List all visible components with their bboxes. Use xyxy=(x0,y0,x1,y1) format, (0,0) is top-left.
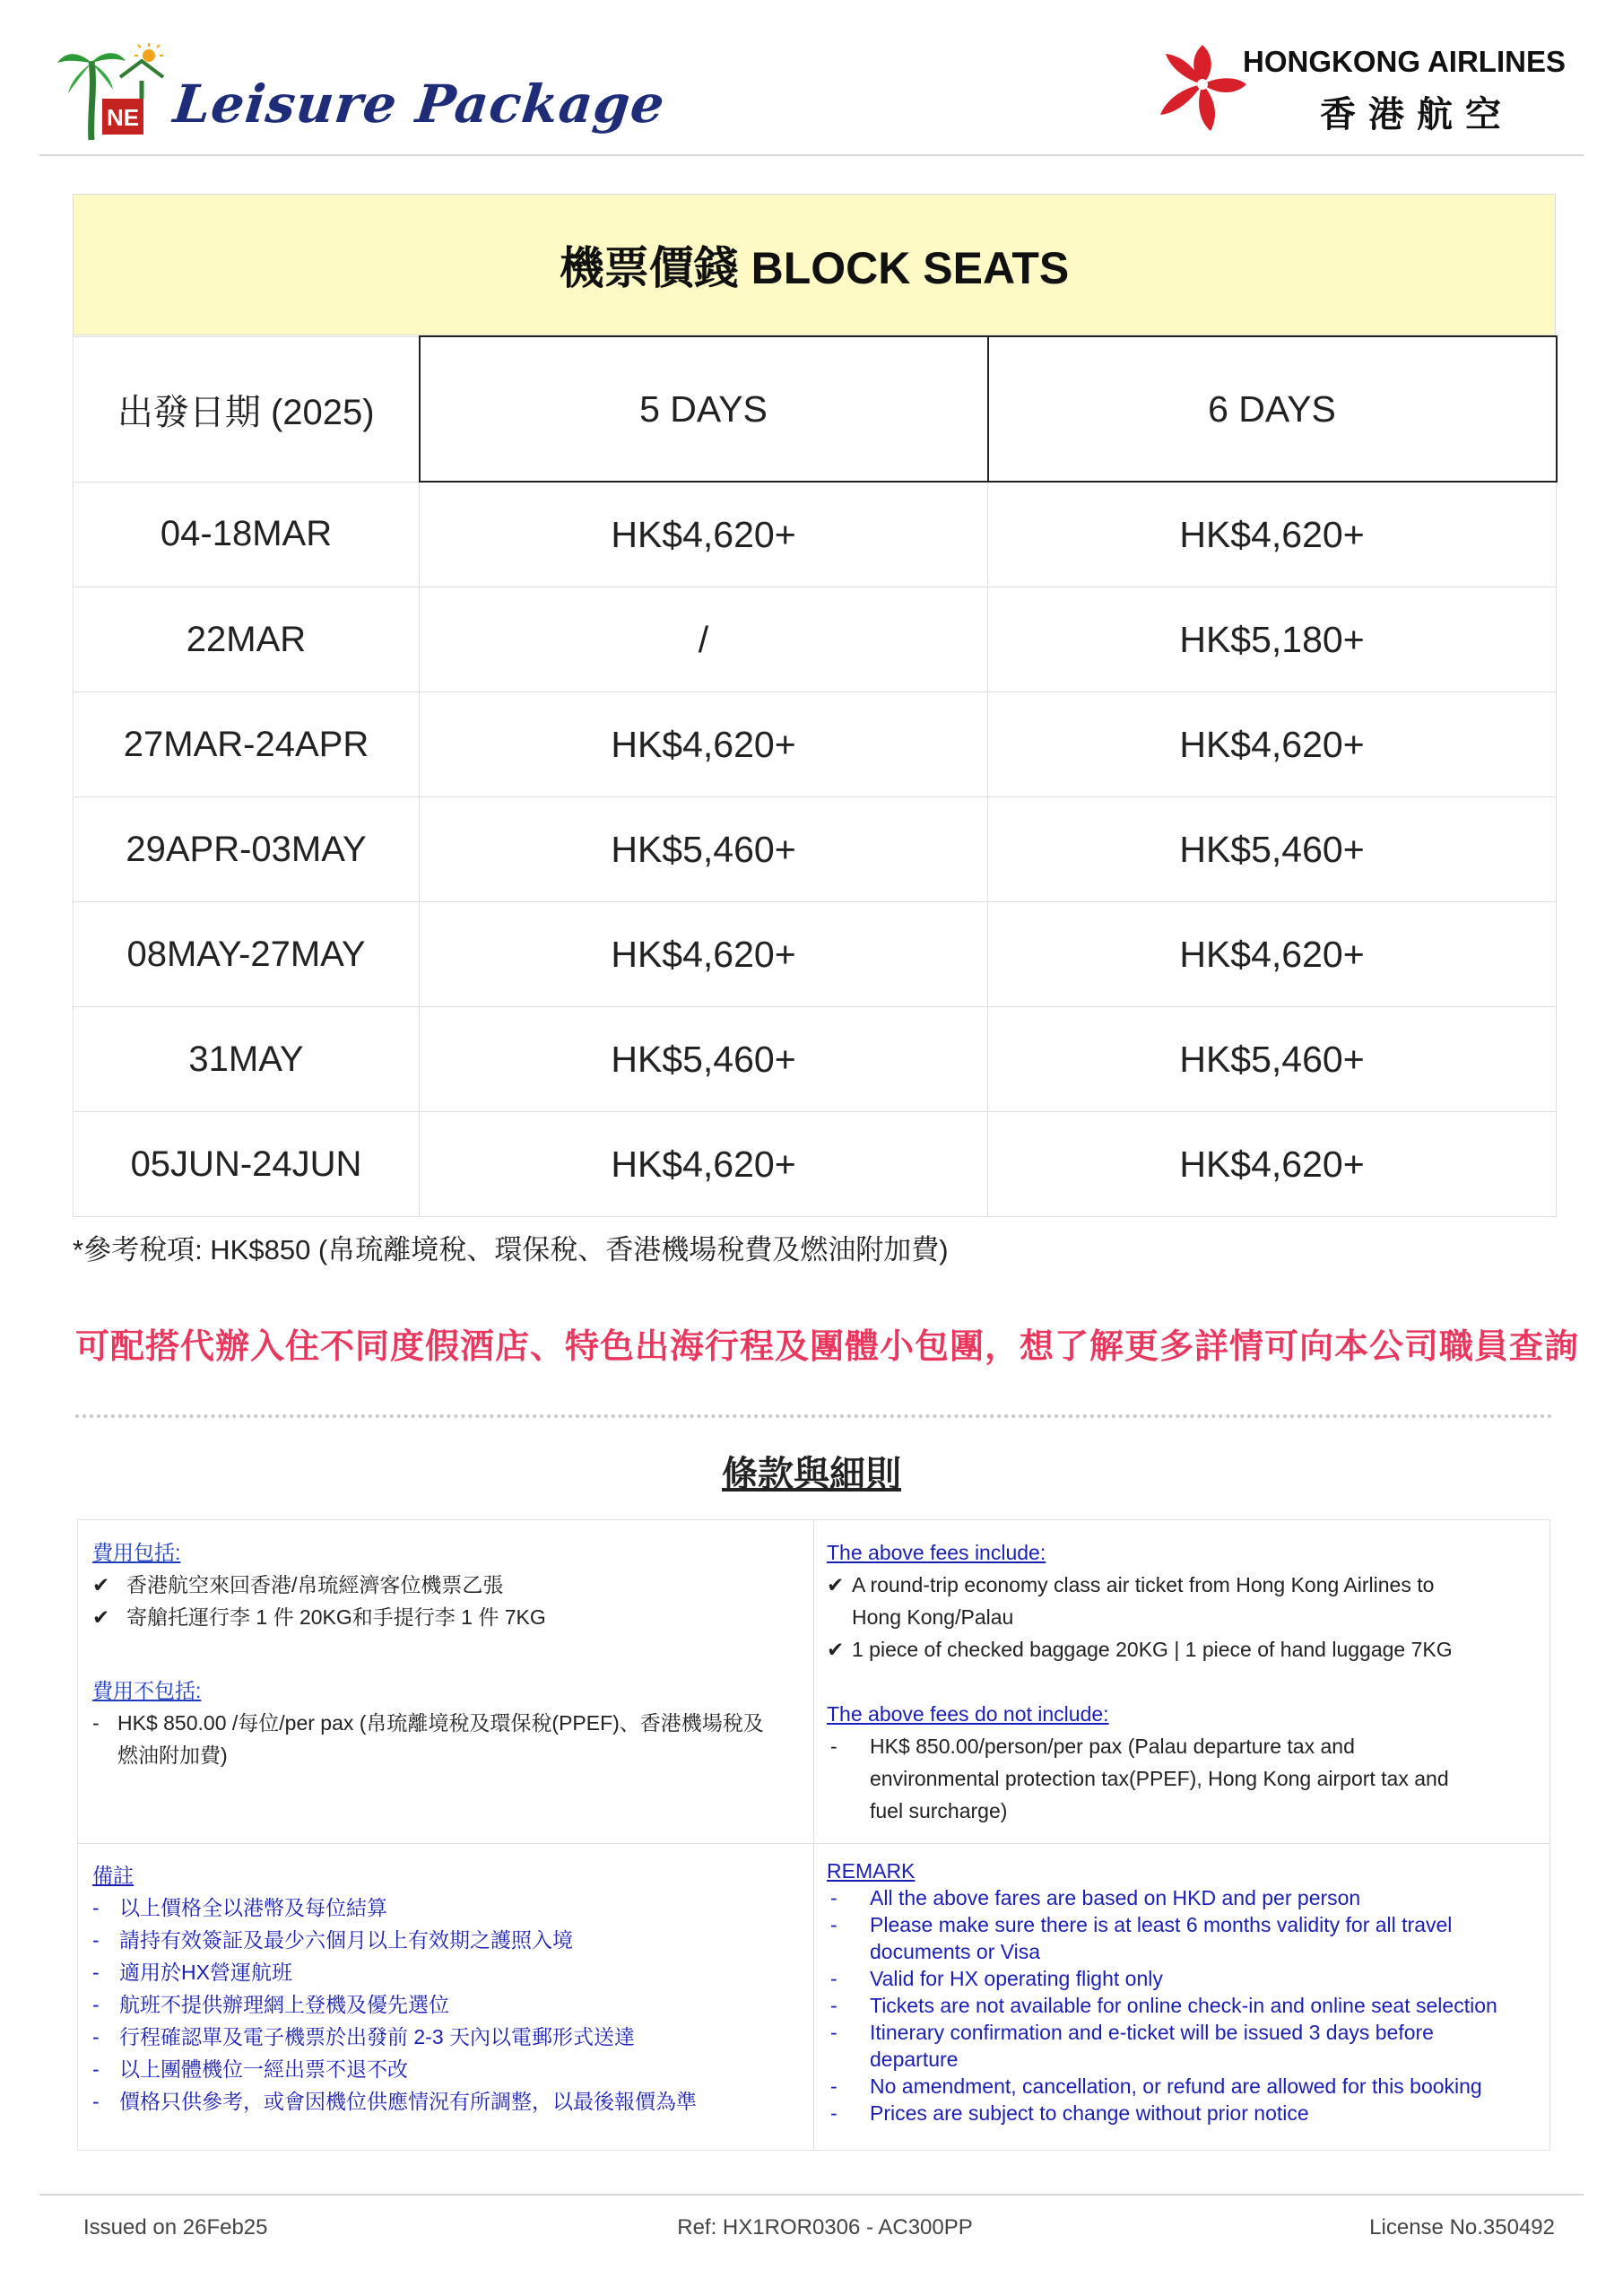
footer-ref: Ref: HX1ROR0306 - AC300PP xyxy=(677,2215,973,2239)
list-item: - Itinerary confirmation and e-ticket will be issued 3 days before departure xyxy=(830,2021,1434,2071)
terms-en-fees xyxy=(827,1536,1535,1827)
palm-tree-logo-icon xyxy=(56,43,172,142)
list-item: - 價格只供參考，或會因機位供應情況有所調整，以最後報價為準 xyxy=(92,2090,697,2113)
zh-remark-heading: 備註 xyxy=(92,1864,134,1887)
price-6-days: HK$5,460+ xyxy=(988,1007,1557,1112)
price-5-days: HK$4,620+ xyxy=(420,902,988,1007)
tax-note: *參考稅項: HK$850 (帛琉離境稅、環保稅、香港機場稅費及燃油附加費) xyxy=(73,1234,949,1265)
header-departure-date: 出發日期 (2025) xyxy=(74,336,420,482)
price-table-section xyxy=(73,194,1556,1217)
airline-name-en: HONGKONG AIRLINES xyxy=(1243,45,1566,78)
list-item: ✔ A round-trip economy class air ticket from Hong Kong Airlines to Hong Kong/Palau xyxy=(827,1569,1535,1633)
price-5-days: HK$5,460+ xyxy=(420,797,988,902)
header-5-days: 5 DAYS xyxy=(420,336,988,482)
price-6-days: HK$5,460+ xyxy=(988,797,1557,902)
check-icon: ✔ xyxy=(92,1605,110,1629)
terms-zh-remarks xyxy=(92,1859,801,2118)
price-table xyxy=(73,335,1558,1217)
price-6-days: HK$4,620+ xyxy=(988,482,1557,587)
header xyxy=(41,36,1584,152)
check-icon: ✔ xyxy=(92,1573,110,1596)
price-5-days: HK$5,460+ xyxy=(420,1007,988,1112)
terms-title: 條款與細則 xyxy=(722,1455,901,1494)
en-remark-heading: REMARK xyxy=(827,1859,916,1883)
list-item: ✔ 1 piece of checked baggage 20KG | 1 piece of hand luggage 7KG xyxy=(827,1633,1535,1665)
list-item: - Valid for HX operating flight only xyxy=(830,1967,1163,1990)
table-row xyxy=(74,797,1557,902)
list-item: - Tickets are not available for online check-in and online seat selection xyxy=(830,1994,1497,2017)
price-5-days: HK$4,620+ xyxy=(420,1112,988,1217)
svg-text:NE: NE xyxy=(106,104,140,131)
table-row xyxy=(74,482,1557,587)
en-exclude-heading: The above fees do not include: xyxy=(827,1702,1109,1726)
departure-date: 31MAY xyxy=(74,1007,420,1112)
dotted-divider xyxy=(75,1414,1553,1418)
brand-title: Leisure Package xyxy=(170,74,668,135)
promo-text: 可配搭代辦入住不同度假酒店、特色出海行程及團體小包團，想了解更多詳情可向本公司職員查詢 xyxy=(75,1328,1580,1366)
price-5-days: / xyxy=(420,587,988,692)
list-item: - Prices are subject to change without prior notice xyxy=(830,2101,1309,2125)
zh-include-heading: 費用包括: xyxy=(92,1541,181,1564)
dash-bullet: - xyxy=(830,1735,838,1758)
list-item: - 航班不提供辦理網上登機及優先選位 xyxy=(92,1993,449,2016)
table-row xyxy=(74,1007,1557,1112)
en-include-heading: The above fees include: xyxy=(827,1541,1046,1564)
list-item: - 以上價格全以港幣及每位結算 xyxy=(92,1896,387,1919)
header-divider xyxy=(39,154,1584,156)
header-6-days: 6 DAYS xyxy=(988,336,1557,482)
price-6-days: HK$4,620+ xyxy=(988,692,1557,797)
check-icon: ✔ xyxy=(827,1638,845,1661)
departure-date: 05JUN-24JUN xyxy=(74,1112,420,1217)
list-item: - 適用於HX營運航班 xyxy=(92,1961,292,1984)
zh-exclude-heading: 費用不包括: xyxy=(92,1679,202,1702)
footer-divider xyxy=(39,2194,1584,2196)
footer-issued: Issued on 26Feb25 xyxy=(83,2215,268,2239)
table-row xyxy=(74,692,1557,797)
departure-date: 29APR-03MAY xyxy=(74,797,420,902)
list-item: - No amendment, cancellation, or refund are allowed for this booking xyxy=(830,2074,1482,2098)
list-item: - HK$ 850.00/person/per pax (Palau departure tax and environmental protection tax(PPEF), Hong Kong airport tax and fuel surcharge) xyxy=(827,1730,1535,1827)
departure-date: 04-18MAR xyxy=(74,482,420,587)
price-6-days: HK$4,620+ xyxy=(988,1112,1557,1217)
list-item: - 以上團體機位一經出票不退不改 xyxy=(92,2057,408,2081)
terms-zh-fees xyxy=(92,1536,801,1771)
list-item: - All the above fares are based on HKD and per person xyxy=(830,1886,1361,1909)
terms-table xyxy=(77,1519,1550,2151)
footer-license: License No.350492 xyxy=(1369,2215,1555,2239)
list-item: ✔ 香港航空來回香港/帛琉經濟客位機票乙張 xyxy=(92,1569,801,1601)
departure-date: 27MAR-24APR xyxy=(74,692,420,797)
dash-bullet: - xyxy=(92,1711,100,1735)
check-icon: ✔ xyxy=(827,1573,845,1596)
list-item: - 請持有效簽証及最少六個月以上有效期之護照入境 xyxy=(92,1928,573,1952)
table-row xyxy=(74,902,1557,1007)
list-item: - 行程確認單及電子機票於出發前 2-3 天內以電郵形式送達 xyxy=(92,2025,636,2048)
departure-date: 08MAY-27MAY xyxy=(74,902,420,1007)
list-item: - HK$ 850.00 /每位/per pax (帛琉離境稅及環保稅(PPEF)、香港機場稅及 燃油附加費) xyxy=(92,1707,801,1771)
bauhinia-logo-icon xyxy=(1153,38,1252,136)
price-5-days: HK$4,620+ xyxy=(420,482,988,587)
table-row xyxy=(74,1112,1557,1217)
departure-date: 22MAR xyxy=(74,587,420,692)
price-table-header-row xyxy=(74,336,1557,482)
price-6-days: HK$5,180+ xyxy=(988,587,1557,692)
price-table-title: 機票價錢 BLOCK SEATS xyxy=(73,194,1556,335)
price-6-days: HK$4,620+ xyxy=(988,902,1557,1007)
airline-name-zh: 香港航空 xyxy=(1320,95,1514,135)
terms-en-remarks xyxy=(827,1857,1540,2126)
table-row xyxy=(74,587,1557,692)
list-item: ✔ 寄艙托運行李 1 件 20KG和手提行李 1 件 7KG xyxy=(92,1601,801,1633)
list-item: - Please make sure there is at least 6 months validity for all travel documents or Visa xyxy=(830,1913,1453,1963)
price-5-days: HK$4,620+ xyxy=(420,692,988,797)
